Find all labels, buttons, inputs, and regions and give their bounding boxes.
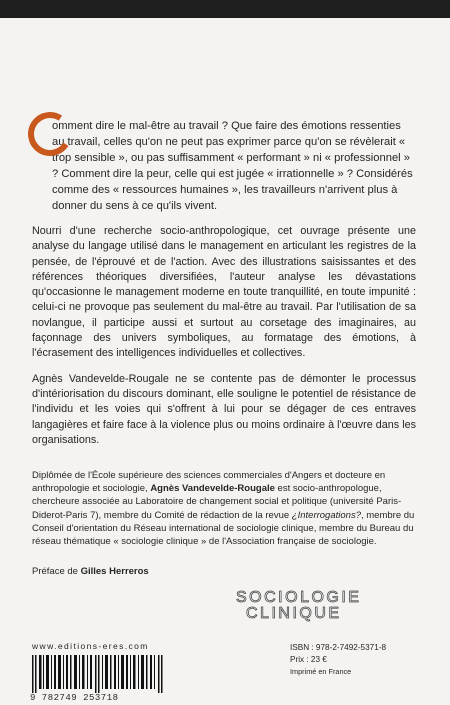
author-bio — [32, 469, 422, 548]
price: Prix : 23 € — [290, 655, 327, 664]
printed-in: Imprimé en France — [290, 667, 352, 676]
bio-middle: est socio-anthropologue, chercheure associée au Laboratoire de changement social et politique (université Paris-Diderot-Paris 7), membre du Comité de rédaction de la revue — [32, 483, 402, 521]
back-cover-text — [32, 118, 416, 448]
barcode-icon — [30, 655, 166, 693]
logo-line1: SOCIOLOGIE — [236, 589, 362, 606]
barcode-number: 9 782749 253718 — [30, 693, 119, 703]
intro-paragraph — [32, 118, 416, 214]
book-metadata — [290, 642, 386, 678]
collection-logo — [236, 589, 362, 624]
top-dark-band — [0, 0, 450, 18]
isbn: ISBN : 978-2-7492-5371-8 — [290, 643, 387, 652]
publisher-website: www.editions-eres.com — [32, 641, 149, 651]
logo-line2: CLINIQUE — [246, 605, 342, 622]
author-paragraph: Agnès Vandevelde-Rougale ne se contente pas de démonter le processus d'intériorisation du discours dominant, elle souligne le potentiel de résistance de l'individu et les voies qui s'offrent à lui pour se dégager de ces entraves langagières et faire face à la violence plus ou moins ordinaire à l'œuvre dans les organisations. — [32, 372, 416, 446]
bio-after: , membre du Conseil d'orientation du Réseau international de sociologie clinique, membre du Bureau du réseau thématique « sociologie clinique » de l'Association française de sociologie. — [32, 509, 415, 548]
preface-name: Gilles Herreros — [80, 566, 149, 577]
bio-journal: ¿Interrogations? — [291, 509, 361, 521]
intro-text: omment dire le mal-être au travail ? Que faire des émotions ressenties au travail, celles qu'on ne peut pas exprimer parce qu'on se révèlerait « trop sensible », ou pas suffisamment « performant » ni « professionnel » ? Comment dire la peur, celle qui est jugée « irrationnelle » ? Considérés comme des « ressources humaines », les travailleurs n'arrivent plus à donner du sens à ce qu'ils vivent. — [52, 120, 413, 212]
preface-credit — [32, 566, 149, 577]
summary-paragraph: Nourri d'une recherche socio-anthropologique, cet ouvrage présente une analyse du langage utilisé dans le management en articulant les registres de la pensée, de l'éprouvé et de l'action. Avec des illustrations saisissantes et des références théoriques diversifiées, l'auteur analyse les dévastations qu'occasionne le management moderne en toute tranquillité, en toute impunité : celui-ci ne provoque pas seulement du mal-être au travail. Par l'utilisation de sa novlangue, il participe aussi et surtout au corsetage des imaginaires, au façonnage des univers symboliques, au formatage des émotions, à l'écrasement des intelligences individuelles et collectives. — [32, 225, 416, 360]
bio-before: Diplômée de l'École supérieure des sciences commerciales d'Angers et docteure en anthropologie et sociologie, — [32, 470, 386, 495]
preface-label: Préface de — [32, 566, 81, 577]
bio-author-name: Agnès Vandevelde-Rougale — [150, 483, 275, 495]
